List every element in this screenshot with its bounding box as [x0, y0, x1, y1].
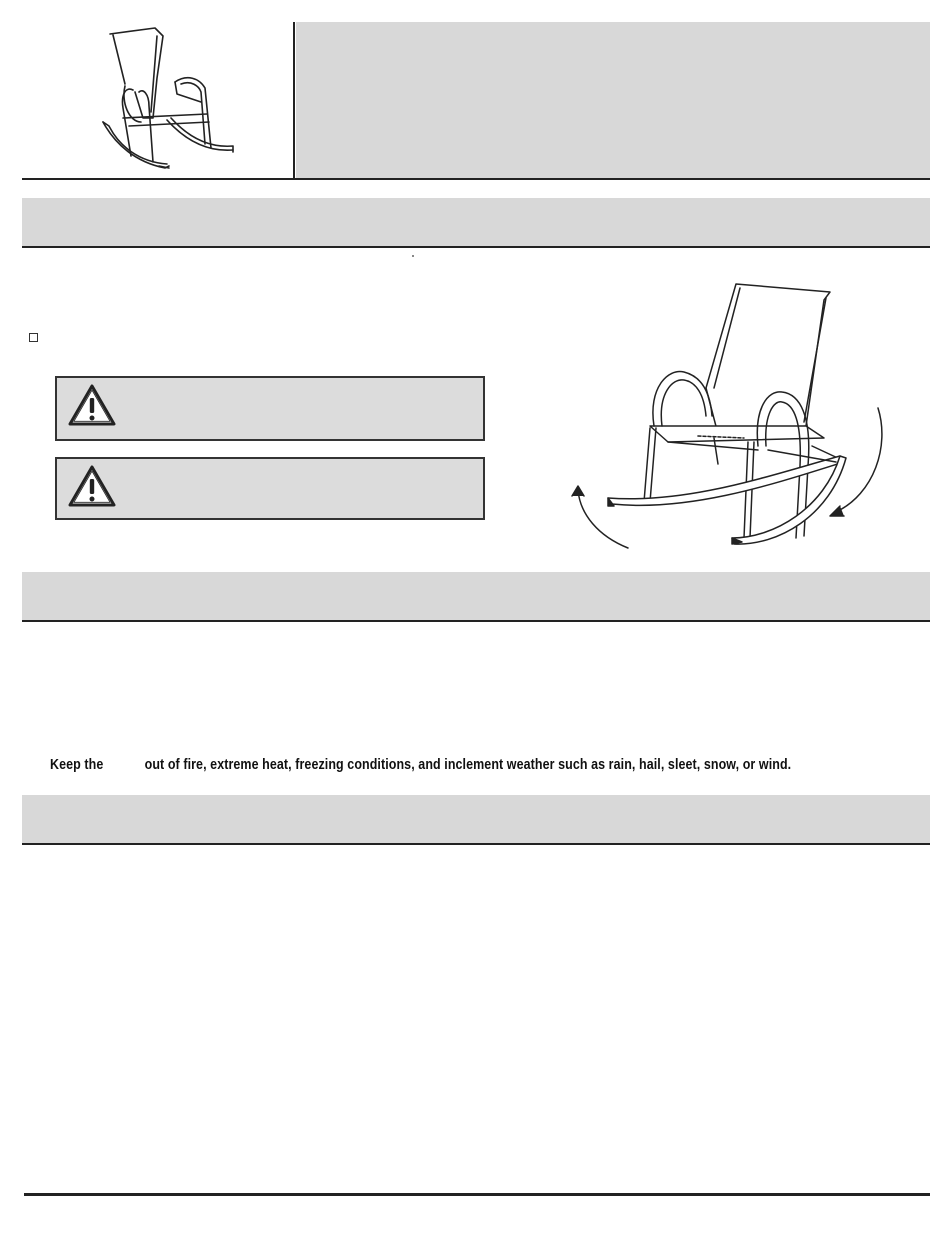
care-text-after: out of fire, extreme heat, freezing conditions, and inclement weather such as rain, hail, sleet, snow, or wind. — [144, 757, 792, 773]
warning-box-2 — [55, 457, 485, 520]
warning-box-1 — [55, 376, 485, 441]
rocking-chair-rocking-illustration-icon — [568, 276, 893, 556]
title-area — [296, 22, 930, 178]
warning-triangle-icon — [67, 383, 117, 427]
empty-checkbox-icon[interactable] — [29, 333, 38, 342]
safety-section-band — [22, 198, 930, 246]
safety-section-rule — [22, 246, 930, 248]
stray-mark — [412, 255, 414, 257]
care-text-before: Keep the — [50, 757, 104, 773]
warranty-section-rule — [22, 843, 930, 845]
rocking-chair-thumbnail-icon — [95, 22, 245, 174]
warning-triangle-icon — [67, 464, 117, 508]
footer-rule — [24, 1193, 930, 1196]
care-section-rule — [22, 620, 930, 622]
care-section-band — [22, 572, 930, 620]
warranty-section-band — [22, 795, 930, 843]
care-instruction — [50, 757, 791, 773]
header-divider — [293, 22, 295, 180]
header-rule — [22, 178, 930, 180]
